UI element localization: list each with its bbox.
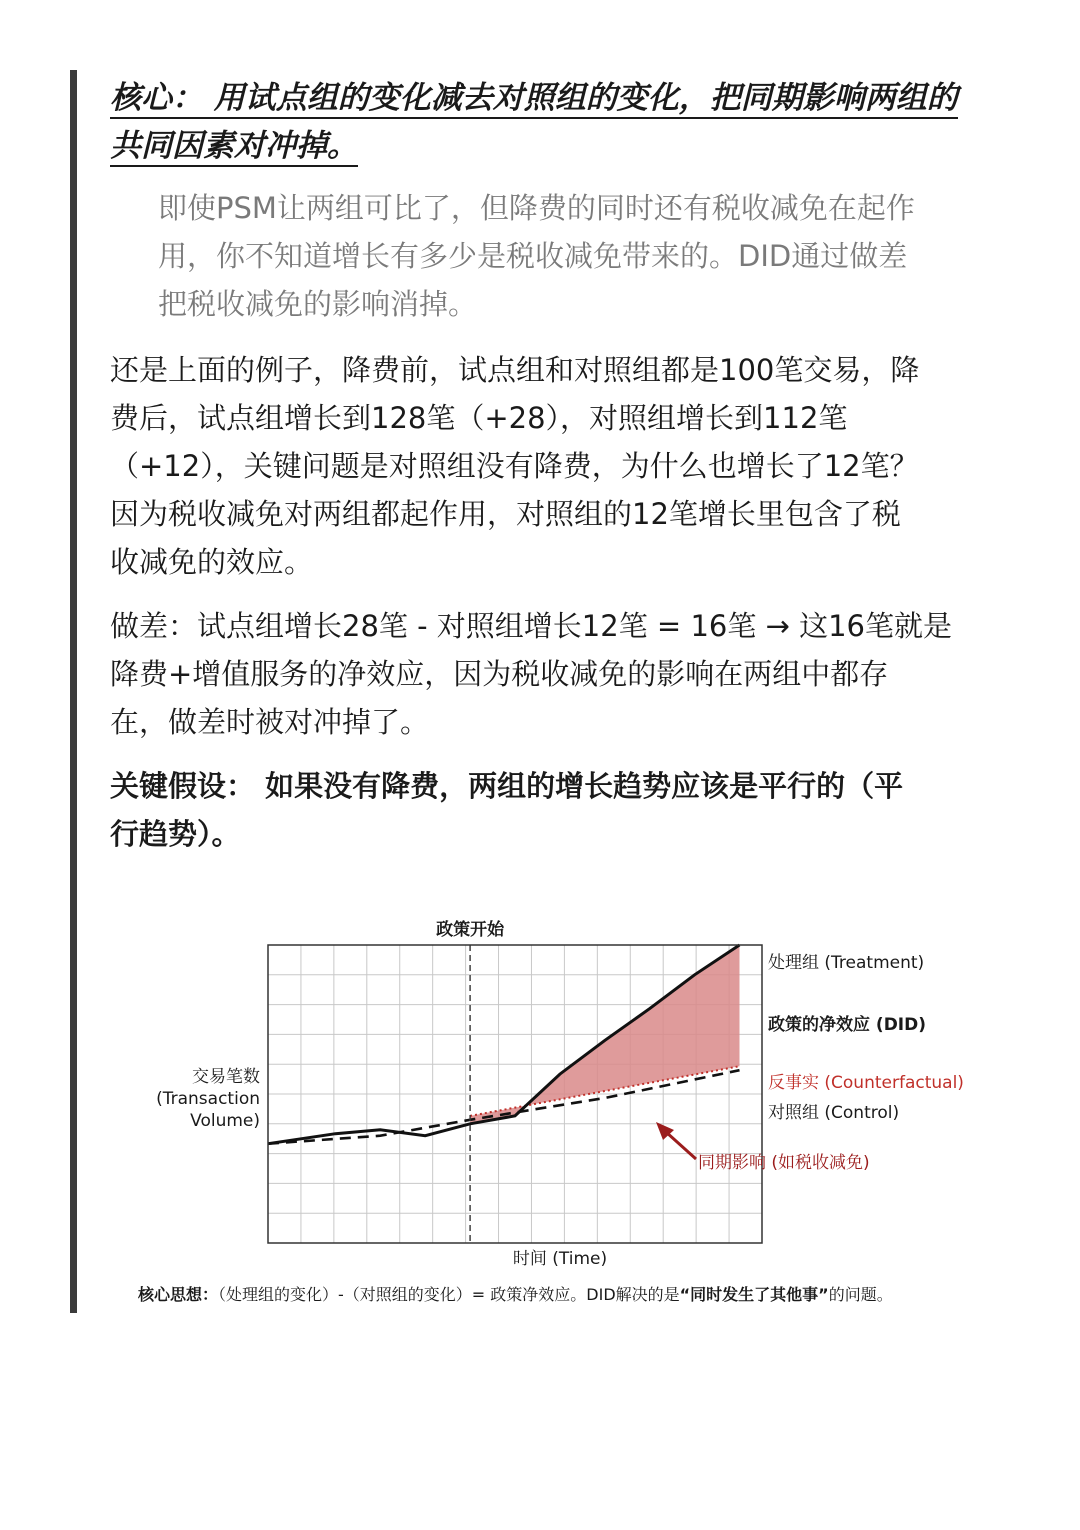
difference-paragraph xyxy=(110,602,1020,746)
paragraph-line: 关键假设： 如果没有降费，两组的增长趋势应该是平行的（平 xyxy=(110,769,904,803)
figure-caption xyxy=(137,1285,893,1304)
paragraph-line: 还是上面的例子，降费前，试点组和对照组都是100笔交易，降 xyxy=(110,353,920,387)
core-heading xyxy=(110,74,1010,170)
paragraph-line: 行趋势）。 xyxy=(110,817,241,851)
example-paragraph xyxy=(110,346,1020,586)
paragraph-line: 因为税收减免对两组都起作用，对照组的12笔增长里包含了税 xyxy=(110,497,901,531)
paragraph-line: 费后，试点组增长到128笔（+28），对照组增长到112笔 xyxy=(110,401,848,435)
y-axis-label: 交易笔数 xyxy=(192,1067,260,1087)
counterfactual-label: 反事实 (Counterfactual) xyxy=(768,1073,964,1093)
paragraph-line: （+12），关键问题是对照组没有降费，为什么也增长了12笔？ xyxy=(110,449,919,483)
caption-quote: “同时发生了其他事” xyxy=(679,1285,829,1304)
paragraph-line: 做差：试点组增长28笔 - 对照组增长12笔 = 16笔 → 这16笔就是 xyxy=(110,609,952,643)
caption-bold: 核心思想： xyxy=(138,1285,219,1304)
paragraph-line: 降费+增值服务的净效应，因为税收减免的影响在两组中都存 xyxy=(110,657,889,691)
quote-line: 把税收减免的影响消掉。 xyxy=(158,287,478,321)
heading-line-1: 核心： 用试点组的变化减去对照组的变化，把同期影响两组的 xyxy=(110,80,958,119)
y-axis-label: Volume) xyxy=(190,1111,260,1131)
blockquote-bar xyxy=(70,70,77,1313)
quote-block xyxy=(158,184,1008,328)
did-chart xyxy=(100,900,1020,1320)
concurrent-effect-arrow xyxy=(666,1132,696,1159)
caption-end: 的问题。 xyxy=(828,1285,893,1304)
caption-text: （处理组的变化）-（对照组的变化）= 政策净效应。DID解决的是 xyxy=(218,1285,680,1304)
chart-title: 政策开始 xyxy=(436,920,505,940)
did-label: 政策的净效应 (DID) xyxy=(768,1015,927,1035)
did-figure xyxy=(100,900,1020,1320)
quote-line: 用，你不知道增长有多少是税收减免带来的。DID通过做差 xyxy=(158,239,908,273)
paragraph-line: 在，做差时被对冲掉了。 xyxy=(110,705,430,739)
control-label: 对照组 (Control) xyxy=(768,1103,900,1123)
paragraph-line: 收减免的效应。 xyxy=(110,545,314,579)
heading-line-2: 共同因素对冲掉。 xyxy=(110,128,358,167)
quote-line: 即使PSM让两组可比了，但降费的同时还有税收减免在起作 xyxy=(158,191,915,225)
concurrent-effect-label: 同期影响 (如税收减免) xyxy=(698,1153,870,1173)
x-axis-label: 时间 (Time) xyxy=(512,1249,608,1269)
treatment-label: 处理组 (Treatment) xyxy=(768,953,925,973)
y-axis-label: (Transaction xyxy=(156,1089,260,1109)
assumption-paragraph xyxy=(110,762,1020,858)
